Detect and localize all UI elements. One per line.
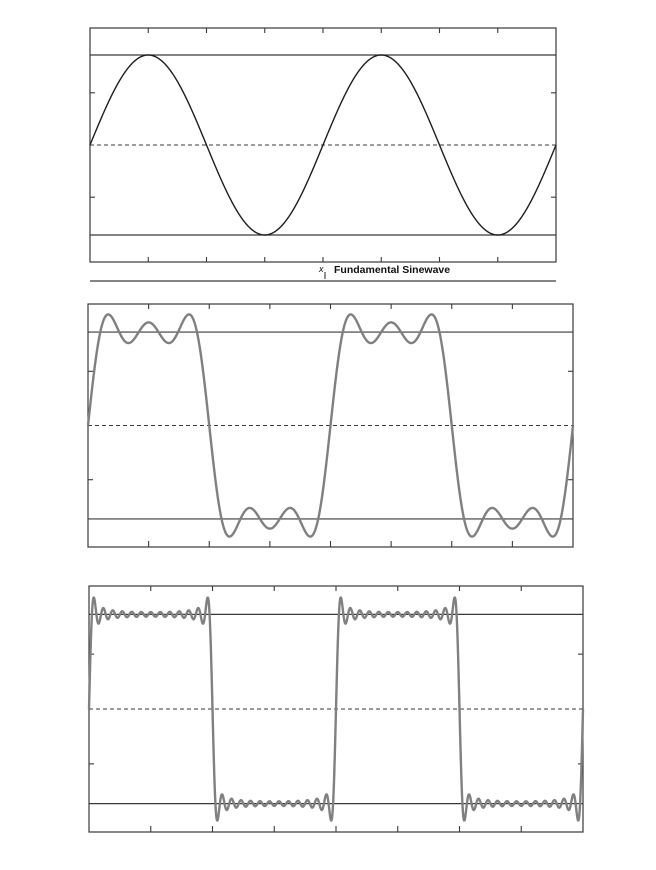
marker-label: x (319, 264, 324, 274)
waveform-series-line (90, 55, 556, 235)
panel-three-harmonics (88, 304, 573, 547)
panel-fundamental (90, 28, 556, 281)
waveform-series-line (89, 598, 583, 821)
caption-label: Fundamental Sinewave (334, 264, 451, 276)
panel-many-harmonics (89, 586, 583, 832)
